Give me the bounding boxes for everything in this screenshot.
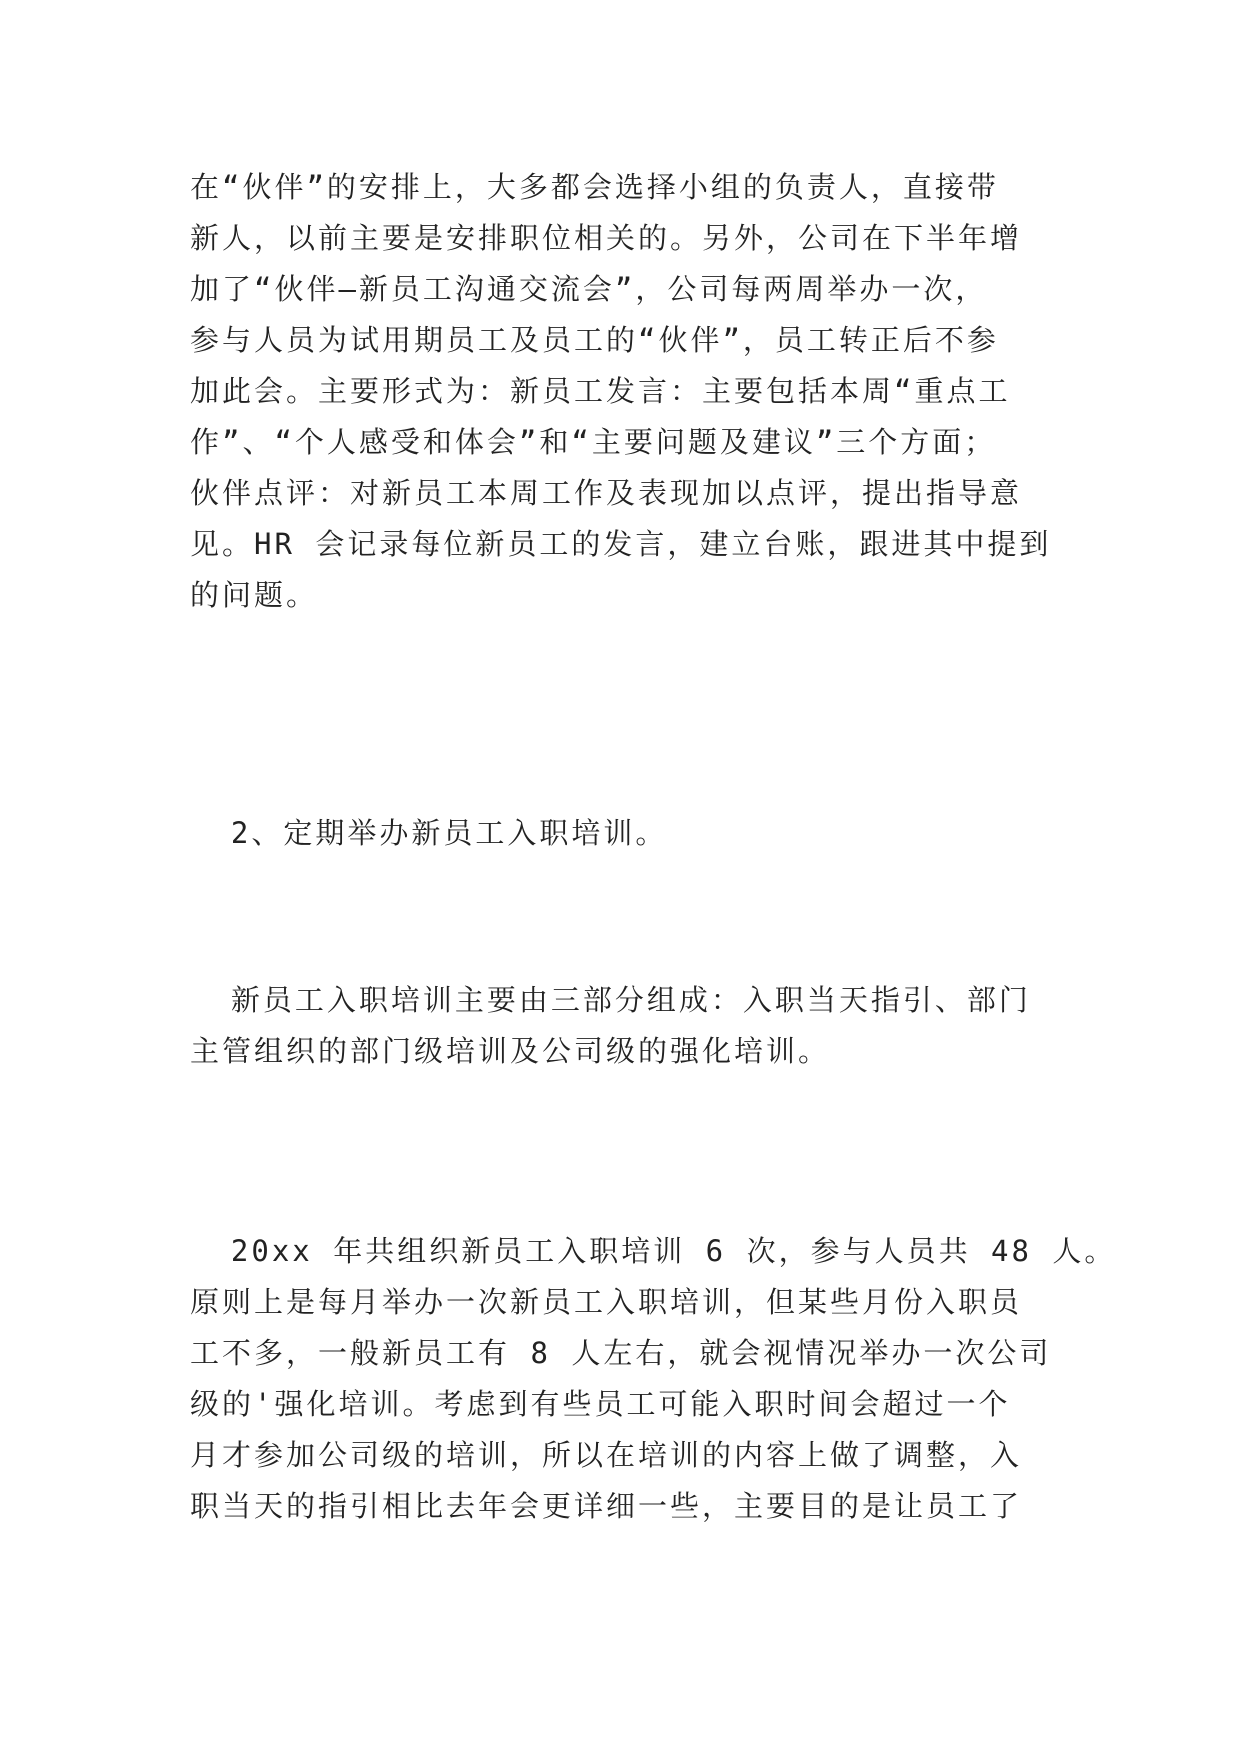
text-line: 月才参加公司级的培训，所以在培训的内容上做了调整，入 — [190, 1438, 1023, 1472]
text-line: 新人，以前主要是安排职位相关的。另外，公司在下半年增 — [190, 221, 1023, 255]
paragraph-training-composition — [190, 975, 1060, 1077]
text-line: 原则上是每月举办一次新员工入职培训，但某些月份入职员 — [190, 1285, 1023, 1319]
text-line: 参与人员为试用期员工及员工的“伙伴”，员工转正后不参 — [190, 323, 999, 357]
text-line: 2、定期举办新员工入职培训。 — [190, 816, 668, 850]
text-line: 20xx 年共组织新员工入职培训 6 次，参与人员共 48 人。 — [190, 1234, 1117, 1268]
text-line: 工不多，一般新员工有 8 人左右，就会视情况举办一次公司 — [190, 1336, 1052, 1370]
text-line: 作”、“个人感受和体会”和“主要问题及建议”三个方面； — [190, 425, 997, 459]
text-line: 主管组织的部门级培训及公司级的强化培训。 — [190, 1034, 831, 1068]
text-line: 加此会。主要形式为：新员工发言：主要包括本周“重点工 — [190, 374, 1011, 408]
text-line: 级的'强化培训。考虑到有些员工可能入职时间会超过一个 — [190, 1387, 1011, 1421]
text-line: 加了“伙伴—新员工沟通交流会”，公司每两周举办一次， — [190, 272, 988, 306]
section-heading-onboarding-training — [190, 808, 1060, 859]
text-line: 新员工入职培训主要由三部分组成：入职当天指引、部门 — [190, 983, 1031, 1017]
text-line: 见。HR 会记录每位新员工的发言，建立台账，跟进其中提到 — [190, 527, 1052, 561]
text-line: 在“伙伴”的安排上，大多都会选择小组的负责人，直接带 — [190, 170, 999, 204]
text-line: 伙伴点评：对新员工本周工作及表现加以点评，提出指导意 — [190, 476, 1023, 510]
text-line: 职当天的指引相比去年会更详细一些，主要目的是让员工了 — [190, 1489, 1023, 1523]
text-line: 的问题。 — [190, 578, 319, 612]
paragraph-partner-arrangement — [190, 162, 1060, 621]
paragraph-training-statistics — [190, 1226, 1117, 1532]
